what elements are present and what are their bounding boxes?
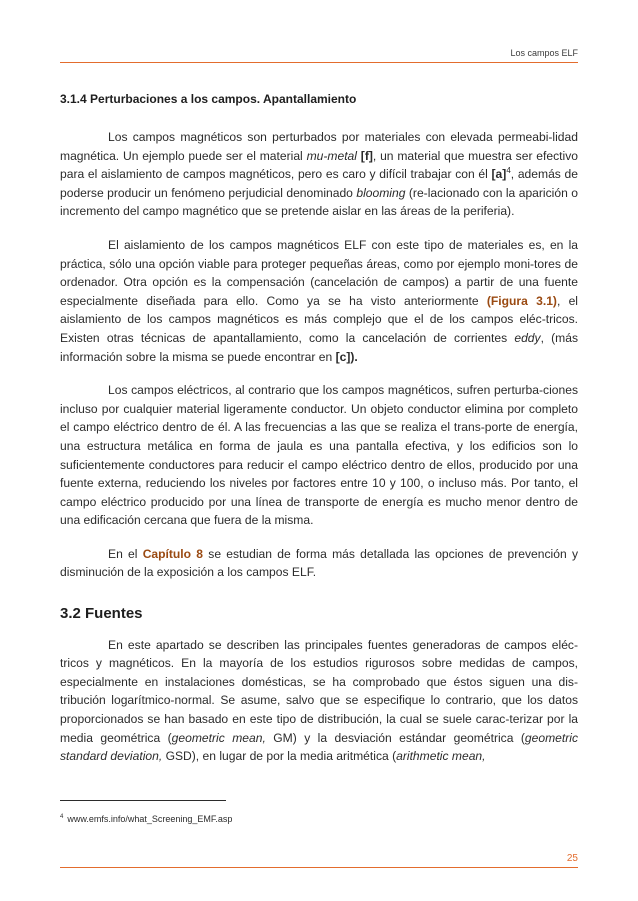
p1-reference-a: [a]	[491, 167, 507, 182]
paragraph-5	[60, 636, 578, 766]
p5-term-gsd: geometric standard deviation,	[60, 730, 579, 764]
p1-reference-f: [f]	[360, 148, 373, 163]
running-header: Los campos ELF	[510, 48, 578, 58]
p5-text-e: GSD), en lugar de por la media aritmética (	[162, 749, 397, 764]
p5-text-c: GM) y la desviación estándar geométrica (	[265, 730, 525, 745]
footnote-marker: 4	[506, 166, 511, 176]
paragraph-2	[60, 236, 578, 366]
p2-figure-ref: (Figura 3.1)	[486, 293, 557, 308]
footnote-rule	[60, 800, 226, 801]
section-heading-fuentes: 3.2 Fuentes	[60, 605, 143, 623]
header-rule	[60, 62, 578, 63]
footnote-text: www.emfs.info/what_Screening_EMF.asp	[67, 814, 233, 824]
footnote	[60, 814, 232, 824]
footer-rule	[60, 867, 578, 868]
p2-text-c: , el aislamiento de los campos magnéticos es más complejo que el de los campos eléc-tricos. Existen otras técnicas de apantallamiento, como la cancelación de corrientes	[60, 293, 578, 345]
p4-text-c: se estudian de forma más detallada las opciones de prevención y disminución de la exposición a los campos ELF.	[60, 546, 578, 580]
p2-text-e: , (más información sobre la misma se puede encontrar en	[60, 330, 578, 364]
p4-text-a: En el	[108, 546, 143, 561]
paragraph-1	[60, 128, 578, 221]
p1-text-g: , además de poderse producir un fenómeno perjudicial denominado	[60, 167, 578, 200]
p2-term-eddy: eddy	[514, 330, 541, 345]
footnote-number: 4	[60, 814, 64, 820]
p2-text-a: El aislamiento de los campos magnéticos ELF con este tipo de materiales es, en la práctica, sólo una opción viable para proteger pequeñas áreas, como por ejemplo moni-tores de ordenador. Otra opción es la compensación (cancelación de campos) a partir de una fuente especialmente diseñada para ello. Como ya se ha visto anteriormente	[60, 237, 578, 308]
p1-text-a: Los campos magnéticos son perturbados por materiales con elevada permeabi-lidad magnética. Un ejemplo puede ser el material	[60, 130, 578, 163]
p2-reference-c: [c]).	[335, 349, 358, 364]
p4-chapter-ref: Capítulo 8	[142, 546, 204, 561]
paragraph-4	[60, 545, 578, 582]
p1-term-blooming: blooming	[356, 185, 406, 200]
paragraph-3: Los campos eléctricos, al contrario que los campos magnéticos, sufren perturba-ciones incluso por cualquier material ligeramente conductor. Un objeto conductor elimina por completo el campo eléctrico dentro de él. A las frecuencias a las que se realiza el trans-porte de energía, una estructura metálica en forma de jaula es una pantalla efectiva, y los edificios son lo suficientemente conductores para reducir el campo eléctrico dentro de ellos, producido por una fuente externa, reduciendo los niveles por factores entre 10 y 100, o incluso más. Por tanto, el campo eléctrico producido por una línea de transporte de energía es mucho menor dentro de una edificación cercana que fuera de la misma.	[60, 383, 578, 528]
page-number: 25	[566, 853, 578, 864]
p5-term-am: arithmetic mean,	[396, 749, 486, 764]
section-title: 3.1.4 Perturbaciones a los campos. Apantallamiento	[60, 92, 357, 106]
body-text	[60, 128, 578, 781]
p5-term-gm: geometric mean,	[171, 730, 266, 745]
p5-text-a: En este apartado se describen las principales fuentes generadoras de campos eléc-tricos y magnéticos. En la mayoría de los estudios rigurosos sobre medidas de campos, especialmente en instalaciones domésticas, se ha comprobado que éstos siguen una dis-tribución logarítmico-normal. Se asume, salvo que se especifique lo contrario, que los datos proporcionados se han basado en este tipo de distribución, la cual se suele carac-terizar por la media geométrica (	[60, 637, 578, 745]
p1-term-mu-metal: mu-metal	[306, 148, 357, 163]
p1-text-d: , un material que muestra ser efectivo para el aislamiento de campos magnéticos, pero es caro y difícil trabajar con él	[60, 148, 578, 182]
p1-text-i: (re-lacionado con la aparición o incremento del campo magnético que se pretende aislar en las áreas de la periferia).	[60, 185, 578, 219]
